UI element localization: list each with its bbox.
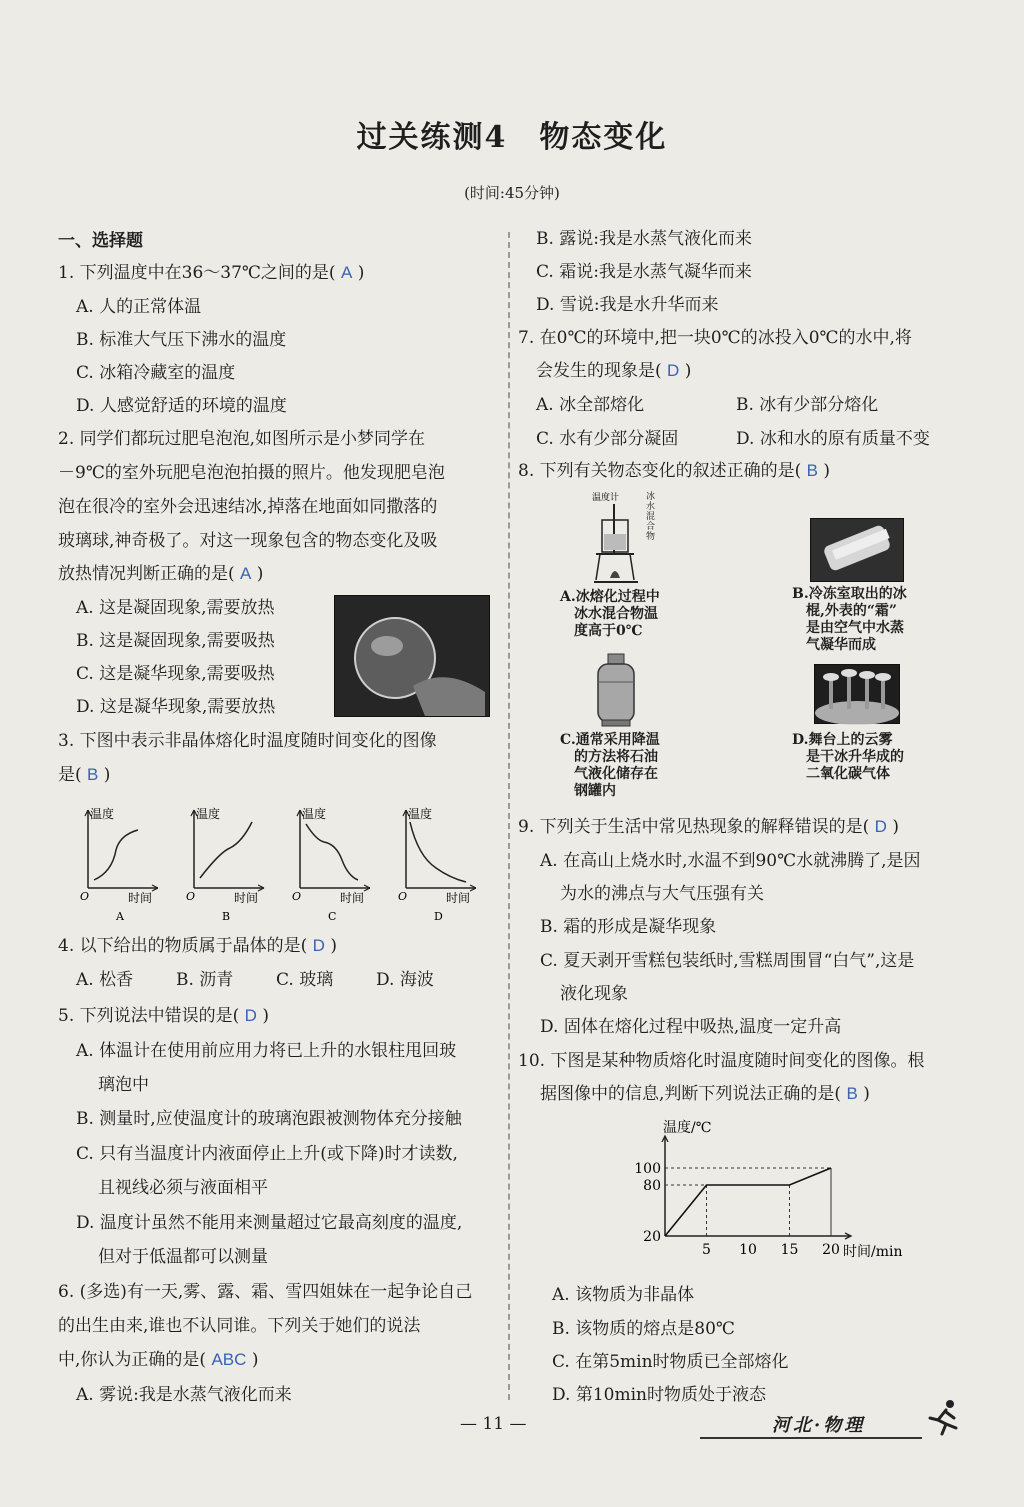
q8-answer: B [806, 461, 819, 480]
caption-line: 棍,外表的“霜” [806, 603, 897, 619]
q3-graph-b [186, 806, 264, 923]
q2-line: 玻璃球,神奇极了。对这一现象包含的物态变化及吸 [58, 531, 438, 551]
q6-close: ) [251, 1350, 259, 1370]
question-5 [58, 1005, 269, 1027]
q5-line: D. 温度计虽然不能用来测量超过它最高刻度的温度, [76, 1213, 463, 1233]
q5-line: C. 只有当温度计内液面停止上升(或下降)时才读数, [76, 1144, 458, 1164]
q4-option-b: B. 沥青 [176, 970, 234, 990]
q4-option-d: D. 海波 [376, 970, 434, 990]
graph-origin: O [80, 890, 90, 903]
q2-line: 2. 同学们都玩过肥皂泡泡,如图所示是小梦同学在 [58, 429, 426, 449]
q7-line2 [536, 360, 691, 382]
page-number: — 11 — [460, 1414, 527, 1434]
q3-graph-a [80, 806, 158, 923]
q2-option-d: D. 这是凝华现象,需要放热 [76, 697, 276, 717]
graph-ylabel: 温度 [302, 807, 327, 821]
caption-line: A.冰熔化过程中 [560, 589, 660, 605]
q1-option-c: C. 冰箱冷藏室的温度 [76, 363, 236, 383]
y-tick-label: 20 [643, 1229, 661, 1245]
q7-option-d: D. 冰和水的原有质量不变 [736, 429, 930, 449]
section-heading: 一、选择题 [58, 231, 143, 251]
q4-stem: 4. 以下给出的物质属于晶体的是( [58, 936, 308, 956]
y-axis-label: 温度/℃ [663, 1120, 712, 1136]
q3-close: ) [103, 765, 111, 785]
q9-stem: 9. 下列关于生活中常见热现象的解释错误的是( [518, 817, 870, 837]
q7-line1: 7. 在0℃的环境中,把一块0℃的冰投入0℃的水中,将 [518, 328, 912, 348]
column-divider [508, 232, 510, 1400]
graph-origin: O [398, 890, 408, 903]
q8-ice-pop-photo [810, 518, 904, 582]
q10-stem: 据图像中的信息,判断下列说法正确的是( [540, 1084, 842, 1104]
graph-letter: D [434, 910, 443, 923]
q6-option-d: D. 雪说:我是水升华而来 [536, 295, 719, 315]
q6-line: 6. (多选)有一天,雾、露、霜、雪四姐妹在一起争论自己 [58, 1282, 473, 1302]
q5-line: 且视线必须与液面相平 [98, 1178, 268, 1198]
q9-line: 为水的沸点与大气压强有关 [560, 884, 764, 904]
question-1 [58, 262, 364, 284]
caption-line: 的方法将石油 [574, 749, 658, 765]
page-title: 过关练测4 物态变化 [356, 120, 668, 155]
q2-answer: A [240, 564, 252, 583]
q3-line2 [58, 764, 110, 786]
caption-line: 冰水混合物温 [574, 606, 658, 622]
q9-line: C. 夏天剥开雪糕包装纸时,雪糕周围冒“白气”,这是 [540, 951, 915, 971]
q2-line: 泡在很冷的室外会迅速结冰,掉落在地面如同撒落的 [58, 497, 438, 517]
q6-last-line [58, 1349, 258, 1371]
q2-option-c: C. 这是凝华现象,需要吸热 [76, 664, 275, 684]
q1-stem: 1. 下列温度中在36～37℃之间的是( [58, 263, 336, 283]
caption-line: 是干冰升华成的 [806, 749, 904, 765]
q6-line: 的出生由来,谁也不认同谁。下列关于她们的说法 [58, 1316, 421, 1336]
x-tick-label: 15 [780, 1242, 799, 1258]
q3-stem: 是( [58, 765, 82, 785]
q4-close: ) [330, 936, 337, 956]
q6-option-a: A. 雾说:我是水蒸气液化而来 [76, 1385, 292, 1405]
q10-option-b: B. 该物质的熔点是80℃ [552, 1319, 735, 1339]
melting-curve [665, 1168, 831, 1236]
q10-option-a: A. 该物质为非晶体 [552, 1285, 695, 1305]
q7-option-b: B. 冰有少部分熔化 [736, 395, 879, 415]
q5-line: 但对于低温都可以测量 [98, 1247, 268, 1267]
q2-last-line [58, 563, 263, 585]
q3-graph-c [292, 806, 370, 923]
q4-answer: D [312, 936, 325, 955]
runner-icon [922, 1398, 962, 1438]
q10-close: ) [863, 1084, 870, 1104]
graph-ylabel: 温度 [196, 807, 221, 821]
q7-option-a: A. 冰全部熔化 [536, 395, 645, 415]
q1-close: ) [357, 263, 365, 283]
footer-rule [700, 1437, 922, 1439]
q3-graph-d [398, 806, 476, 923]
q2-line: －9℃的室外玩肥皂泡泡拍摄的照片。他发现肥皂泡 [58, 463, 445, 483]
q9-answer: D [874, 817, 887, 836]
q6-answer: ABC [211, 1350, 247, 1369]
q5-close: ) [262, 1006, 269, 1026]
graph-origin: O [292, 890, 302, 903]
q9-line: A. 在高山上烧水时,水温不到90℃水就沸腾了,是因 [540, 851, 921, 871]
q5-line: A. 体温计在使用前应用力将已上升的水银柱甩回玻 [76, 1041, 457, 1061]
caption-line: 二氧化碳气体 [806, 766, 890, 782]
caption-line: 气凝华而成 [806, 637, 876, 653]
q10-option-d: D. 第10min时物质处于液态 [552, 1385, 766, 1405]
caption-line: 钢罐内 [574, 783, 616, 799]
caption-line: 度高于0℃ [574, 623, 643, 639]
q3-answer: B [87, 765, 99, 784]
q4-option-c: C. 玻璃 [276, 970, 334, 990]
q10-option-c: C. 在第5min时物质已全部熔化 [552, 1352, 789, 1372]
brand-label: 河北·物理 [772, 1415, 866, 1436]
caption-line: D.舞台上的云雾 [792, 732, 893, 748]
graph-xlabel: 时间 [340, 891, 365, 905]
caption-line: C.通常采用降温 [560, 732, 660, 748]
q2-stem: 放热情况判断正确的是( [58, 564, 235, 584]
graph-ylabel: 温度 [408, 807, 433, 821]
q7-close: ) [684, 361, 692, 381]
q3-line1: 3. 下图中表示非晶体熔化时温度随时间变化的图像 [58, 731, 437, 751]
frozen-bubble-photo [334, 595, 490, 717]
q8-caption-a [560, 589, 660, 640]
graph-letter: B [222, 910, 231, 923]
x-tick-label: 20 [822, 1242, 840, 1258]
caption-line: B.冷冻室取出的冰 [792, 586, 907, 602]
graph-letter: C [328, 910, 337, 923]
q7-stem: 会发生的现象是( [536, 361, 662, 381]
q5-answer: D [244, 1006, 257, 1025]
q8-close: ) [823, 461, 831, 481]
caption-line: 是由空气中水蒸 [806, 620, 904, 636]
thermometer-label: 温度计 [592, 493, 620, 503]
caption-line: 气液化储存在 [574, 766, 658, 782]
bubble-image [335, 596, 489, 716]
graph-xlabel: 时间 [128, 891, 153, 905]
q10-line1: 10. 下图是某种物质熔化时温度随时间变化的图像。根 [518, 1051, 925, 1071]
q8-caption-b [792, 586, 907, 654]
x-tick-label: 10 [739, 1242, 757, 1258]
question-8 [518, 460, 830, 482]
graph-xlabel: 时间 [446, 891, 471, 905]
q2-option-b: B. 这是凝固现象,需要吸热 [76, 631, 275, 651]
q6-stem: 中,你认为正确的是( [58, 1350, 207, 1370]
q7-answer: D [667, 361, 680, 380]
q8-stem: 8. 下列有关物态变化的叙述正确的是( [518, 461, 802, 481]
q2-option-a: A. 这是凝固现象,需要放热 [76, 598, 275, 618]
q10-line2 [540, 1083, 870, 1105]
y-tick-label: 80 [643, 1178, 661, 1194]
q5-line: 璃泡中 [98, 1075, 149, 1095]
q7-option-c: C. 水有少部分凝固 [536, 429, 679, 449]
q4-option-a: A. 松香 [76, 970, 134, 990]
q6-option-c: C. 霜说:我是水蒸气凝华而来 [536, 262, 752, 282]
q9-line: 液化现象 [560, 984, 628, 1004]
q9-close: ) [892, 817, 899, 837]
q9-line: B. 霜的形成是凝华现象 [540, 917, 717, 937]
q1-option-a: A. 人的正常体温 [76, 297, 202, 317]
q10-chart [625, 1118, 903, 1266]
question-4 [58, 935, 337, 957]
stage-fog-image [815, 665, 899, 723]
q3-graphs [74, 800, 494, 925]
graph-letter: A [116, 910, 124, 923]
q5-line: B. 测量时,应使温度计的玻璃泡跟被测物体充分接触 [76, 1109, 462, 1129]
ice-pop-image [811, 519, 903, 581]
graph-xlabel: 时间 [234, 891, 259, 905]
x-axis-label: 时间/min [843, 1244, 903, 1260]
q1-answer: A [340, 263, 353, 282]
q8-caption-c [560, 732, 660, 800]
q9-line: D. 固体在熔化过程中吸热,温度一定升高 [540, 1017, 842, 1037]
q8-caption-d [792, 732, 904, 783]
x-tick-label: 5 [702, 1242, 711, 1258]
q5-stem: 5. 下列说法中错误的是( [58, 1006, 240, 1026]
q6-option-b: B. 露说:我是水蒸气液化而来 [536, 229, 753, 249]
question-9 [518, 816, 899, 838]
q2-close: ) [256, 564, 264, 584]
q1-option-b: B. 标准大气压下沸水的温度 [76, 330, 287, 350]
q10-answer: B [846, 1084, 858, 1103]
time-limit: (时间:45分钟) [464, 184, 560, 202]
y-tick-label: 100 [634, 1161, 661, 1177]
graph-ylabel: 温度 [90, 807, 115, 821]
q1-option-d: D. 人感觉舒适的环境的温度 [76, 396, 287, 416]
q8-gas-tank-image [594, 652, 638, 728]
mixture-label: 冰水混合物 [646, 492, 656, 542]
q8-stage-fog-photo [814, 664, 900, 724]
graph-origin: O [186, 890, 196, 903]
